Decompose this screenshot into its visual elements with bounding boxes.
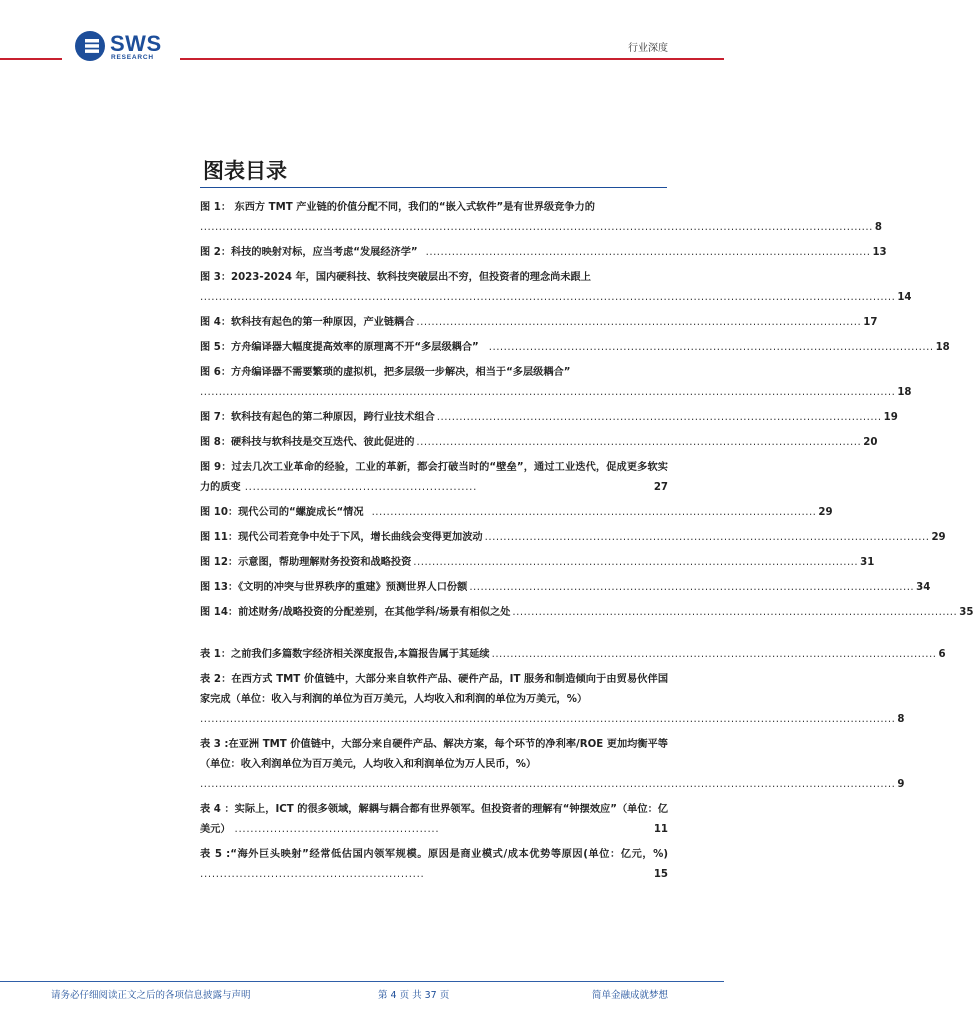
toc-entry-page: 29 <box>931 532 946 543</box>
toc-entry-text: 图 4：软科技有起色的第一种原因，产业链耦合 <box>200 317 415 328</box>
toc-title-divider <box>200 187 667 188</box>
toc-entry-text: 图 12：示意图，帮助理解财务投资和战略投资 <box>200 557 412 568</box>
logo-subtext: RESEARCH <box>111 54 154 61</box>
company-logo <box>74 30 174 64</box>
toc-entry-text: 图 7：软科技有起色的第二种原因，跨行业技术组合 <box>200 412 435 423</box>
toc-entry-figure-3[interactable]: 图 3：2023-2024 年，国内硬科技、软科技突破层出不穷，但投资者的理念尚未跟上 .......................................................................................................................................................................................... 14 <box>200 268 668 308</box>
toc-entry-text: 图 14：前述财务/战略投资的分配差别，在其他学科/场景有相似之处 <box>200 607 511 618</box>
toc-entry-text: 图 2：科技的映射对标，应当考虑“发展经济学” <box>200 247 418 258</box>
toc-entry-figure-4[interactable]: 图 4：软科技有起色的第一种原因，产业链耦合 ....................................................................................................................... 17 <box>200 313 668 333</box>
footer-slogan: 简单金融成就梦想 <box>591 990 668 1001</box>
toc-entry-figure-5[interactable]: 图 5：方舟编译器大幅度提高效率的原理离不开“多层级耦合” ....................................................................................................................... 18 <box>200 338 668 358</box>
footer-page-info: 第 4 页 共 37 页 <box>378 990 450 1001</box>
toc-entry-table-5[interactable]: 表 5 :“海外巨头映射”经常低估国内领军规模。原因是商业模式/成本优势等原因(单位：亿元，%) ......................................................... 15 <box>200 845 668 885</box>
toc-entry-text: 表 5 :“海外巨头映射”经常低估国内领军规模。原因是商业模式/成本优势等原因(单位：亿元，%) <box>200 849 668 860</box>
toc-entry-page: 14 <box>897 292 912 303</box>
toc-entry-figure-1[interactable]: 图 1： 东西方 TMT 产业链的价值分配不同，我们的“嵌入式软件”是有世界级竞争力的 .................................................................................................................................................................................... 8 <box>200 198 668 238</box>
toc-entry-text: 图 1： 东西方 TMT 产业链的价值分配不同，我们的“嵌入式软件”是有世界级竞争力的 <box>200 202 595 213</box>
toc-entry-table-3[interactable]: 表 3 :在亚洲 TMT 价值链中，大部分来自硬件产品、解决方案，每个环节的净利率/ROE 更加均衡平等（单位：收入利润单位为百万美元，人均收入和利润单位为万人民币，%） .......................................................................................................................................................................................... 9 <box>200 735 668 795</box>
toc-entry-figure-14[interactable]: 图 14：前述财务/战略投资的分配差别，在其他学科/场景有相似之处 ....................................................................................................................... 35 <box>200 603 668 623</box>
toc-entry-text: 图 8：硬科技与软科技是交互迭代、彼此促进的 <box>200 437 415 448</box>
toc-entry-page: 35 <box>959 607 973 618</box>
toc-entry-page: 18 <box>897 387 912 398</box>
toc-entry-page: 8 <box>874 222 882 233</box>
toc-entry-page: 29 <box>818 507 833 518</box>
toc-entry-page: 34 <box>916 582 931 593</box>
toc-entry-page: 6 <box>938 649 946 660</box>
toc-entry-text: 图 6：方舟编译器不需要繁琐的虚拟机，把多层级一步解决，相当于“多层级耦合” <box>200 367 571 378</box>
toc-entry-figure-12[interactable]: 图 12：示意图，帮助理解财务投资和战略投资 ....................................................................................................................... 31 <box>200 553 668 573</box>
toc-entry-text: 图 10：现代公司的“螺旋成长“情况 <box>200 507 364 518</box>
toc-entry-text: 表 1：之前我们多篇数字经济相关深度报告,本篇报告属于其延续 <box>200 649 490 660</box>
toc-entry-text: 图 5：方舟编译器大幅度提高效率的原理离不开“多层级耦合” <box>200 342 479 353</box>
toc-list <box>200 198 973 885</box>
toc-entry-figure-13[interactable]: 图 13：《文明的冲突与世界秩序的重建》预测世界人口份额 ....................................................................................................................... 34 <box>200 578 668 598</box>
toc-entry-page: 8 <box>897 714 905 725</box>
toc-entry-page: 18 <box>935 342 950 353</box>
toc-entry-figure-9[interactable]: 图 9：过去几次工业革命的经验，工业的革新，都会打破当时的“壁垒”，通过工业迭代，促成更多软实力的质变 ........................................................... 27 <box>200 458 668 498</box>
toc-entry-text: 表 3 :在亚洲 TMT 价值链中，大部分来自硬件产品、解决方案，每个环节的净利率/ROE 更加均衡平等（单位：收入利润单位为百万美元，人均收入和利润单位为万人民币，%） <box>200 739 668 770</box>
toc-entry-page: 13 <box>872 247 887 258</box>
toc-entry-figure-10[interactable]: 图 10：现代公司的“螺旋成长“情况 ....................................................................................................................... 29 <box>200 503 668 523</box>
toc-entry-figure-11[interactable]: 图 11：现代公司若竞争中处于下风，增长曲线会变得更加波动 ....................................................................................................................... 29 <box>200 528 668 548</box>
toc-entry-text: 图 11：现代公司若竞争中处于下风，增长曲线会变得更加波动 <box>200 532 483 543</box>
toc-entry-text: 表 4 ：实际上，ICT 的很多领域，解耦与耦合都有世界领军。但投资者的理解有“钟摆效应”（单位：亿美元） <box>200 804 668 835</box>
toc-entry-page: 19 <box>883 412 898 423</box>
logo-text: SWS <box>110 31 162 56</box>
toc-entry-table-4[interactable]: 表 4 ：实际上，ICT 的很多领域，解耦与耦合都有世界领军。但投资者的理解有“钟摆效应”（单位：亿美元） .................................................... 11 <box>200 800 668 840</box>
toc-entry-text: 表 2：在西方式 TMT 价值链中，大部分来自软件产品、硬件产品，IT 服务和制造倾向于由贸易伙伴国家完成（单位：收入与利润的单位为百万美元，人均收入和利润的单位为万美元，%） <box>200 674 668 705</box>
toc-entry-page: 15 <box>653 869 668 880</box>
toc-entry-page: 11 <box>653 824 668 835</box>
toc-entry-page: 27 <box>653 482 668 493</box>
toc-entry-table-2[interactable]: 表 2：在西方式 TMT 价值链中，大部分来自软件产品、硬件产品，IT 服务和制造倾向于由贸易伙伴国家完成（单位：收入与利润的单位为百万美元，人均收入和利润的单位为万美元，%） .......................................................................................................................................................................................... 8 <box>200 670 668 730</box>
footer-disclaimer[interactable]: 请务必仔细阅读正文之后的各项信息披露与声明 <box>51 990 251 1001</box>
header-divider-left <box>0 58 62 60</box>
toc-entry-table-1[interactable]: 表 1：之前我们多篇数字经济相关深度报告,本篇报告属于其延续 ....................................................................................................................... 6 <box>200 645 668 665</box>
toc-entry-page: 31 <box>860 557 875 568</box>
toc-entry-text: 图 3：2023-2024 年，国内硬科技、软科技突破层出不穷，但投资者的理念尚未跟上 <box>200 272 591 283</box>
toc-entry-figure-6[interactable]: 图 6：方舟编译器不需要繁琐的虚拟机，把多层级一步解决，相当于“多层级耦合” .......................................................................................................................................................................................... 18 <box>200 363 668 403</box>
report-category: 行业深度 <box>628 43 668 54</box>
header-divider-right <box>180 58 724 60</box>
toc-entry-page: 17 <box>863 317 878 328</box>
toc-entry-figure-2[interactable]: 图 2：科技的映射对标，应当考虑“发展经济学” ....................................................................................................................... 13 <box>200 243 668 263</box>
toc-entry-figure-7[interactable]: 图 7：软科技有起色的第二种原因，跨行业技术组合 ....................................................................................................................... 19 <box>200 408 668 428</box>
sws-logo-icon <box>74 30 106 62</box>
toc-entry-text: 图 13：《文明的冲突与世界秩序的重建》预测世界人口份额 <box>200 582 468 593</box>
footer-divider <box>0 981 724 982</box>
toc-entry-page: 20 <box>863 437 878 448</box>
toc-entry-figure-8[interactable]: 图 8：硬科技与软科技是交互迭代、彼此促进的 ....................................................................................................................... 20 <box>200 433 668 453</box>
toc-entry-page: 9 <box>897 779 905 790</box>
toc-entry-text: 图 9：过去几次工业革命的经验，工业的革新，都会打破当时的“壁垒”，通过工业迭代，促成更多软实力的质变 <box>200 462 668 493</box>
toc-title: 图表目录 <box>203 159 287 183</box>
